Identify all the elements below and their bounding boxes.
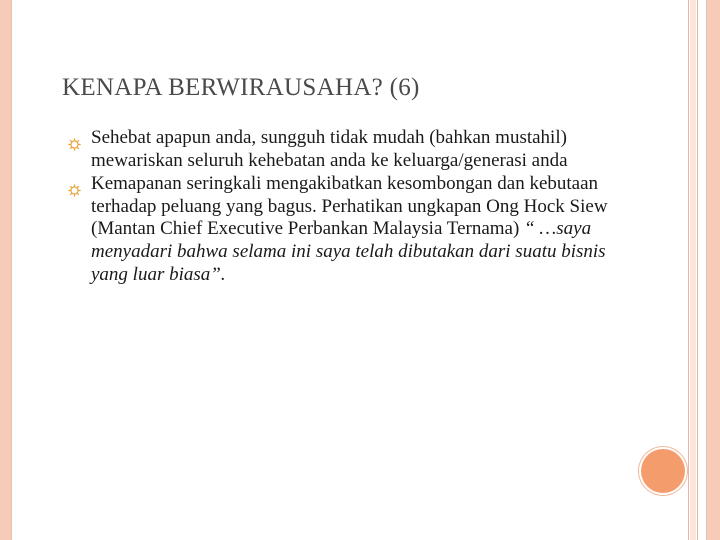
bullet-text: Sehebat apapun anda, sungguh tidak mudah (bahkan mustahil) mewariskan seluruh kehebatan anda ke keluarga/generasi anda [91,127,568,171]
bullet-quote: “ …saya menyadari bahwa selama ini saya telah dibutakan dari suatu bisnis yang luar biasa”. [91,218,606,285]
right-band [690,0,696,540]
sun-flower-icon [68,184,81,197]
slide-title: KENAPA BERWIRAUSAHA? (6) [62,74,420,101]
right-rule-right [697,0,698,540]
bullet-item [68,173,628,286]
sun-flower-icon [68,138,81,151]
right-rule-left [688,0,689,540]
bullet-list [68,127,628,286]
bullet-text: Kemapanan seringkali mengakibatkan kesombongan dan kebutaan terhadap peluang yang bagus. Perhatikan ungkapan Ong Hock Siew (Mantan Chief Executive Perbankan Malaysia Ternama) [91,173,608,240]
bullet-item [68,127,628,172]
decorative-circle [641,449,685,493]
